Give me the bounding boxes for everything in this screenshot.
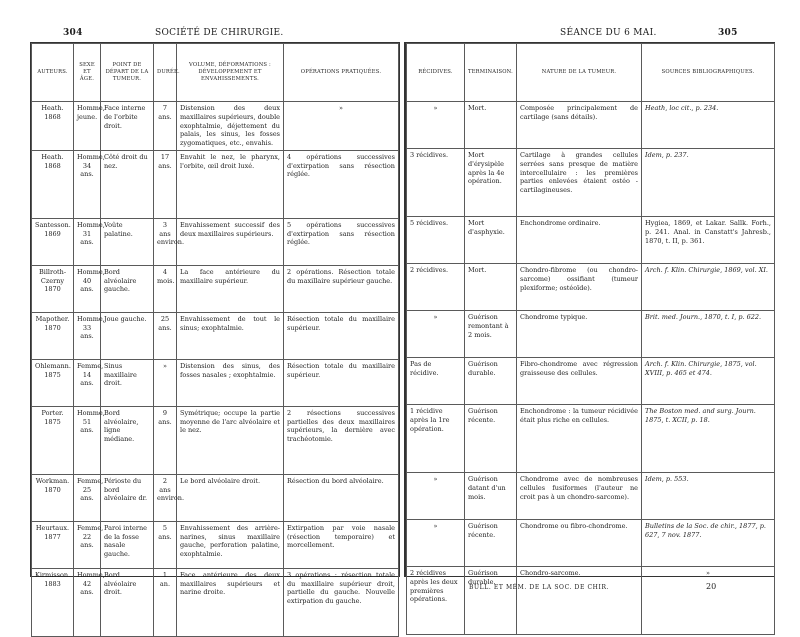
recurrence-cell: »	[407, 473, 465, 520]
sex-age-cell: Homme, 42 ans.	[74, 568, 101, 636]
left-page-header-number: 304	[63, 28, 83, 38]
outcome-cell: Guérison datant d'un mois.	[465, 473, 517, 520]
volume-cell: Le bord alvéolaire droit.	[177, 474, 284, 521]
origin-cell: Bord alvéolaire gauche.	[101, 265, 154, 312]
duration-cell: 7 ans.	[154, 102, 177, 151]
recurrence-cell: »	[407, 311, 465, 358]
sex-age-cell: Femme, 22 ans.	[74, 521, 101, 568]
table-row	[407, 405, 775, 473]
table-row	[32, 150, 399, 218]
table-row	[32, 102, 399, 151]
table-row	[32, 521, 399, 568]
operations-cell: 3 opérations : résection totale du maxillaire supérieur droit, partielle du gauche. Nouvelle extirpation du gauche.	[284, 568, 399, 636]
sex-age-cell: Homme, 33 ans.	[74, 312, 101, 359]
author-cell: Kirmisson. 1883	[32, 568, 74, 636]
origin-cell: Périoste du bord alvéolaire dr.	[101, 474, 154, 521]
col-header-origin: POINT DE DÉPART DE LA TUMEUR.	[101, 44, 154, 102]
col-header-outcome: TERMINAISON.	[465, 44, 517, 102]
operations-cell: 2 résections successives partielles des deux maxillaires supérieurs, la dernière avec trachéotomie.	[284, 406, 399, 474]
author-cell: Porter. 1875	[32, 406, 74, 474]
duration-cell: 9 ans.	[154, 406, 177, 474]
volume-cell: Envahit le nez, le pharynx, l'orbite, œil droit luxé.	[177, 150, 284, 218]
origin-cell: Joue gauche.	[101, 312, 154, 359]
volume-cell: Envahissement de tout le sinus; exophtalmie.	[177, 312, 284, 359]
recurrence-cell: 2 récidives.	[407, 264, 465, 311]
duration-cell: 5 ans.	[154, 521, 177, 568]
origin-cell: Voûte palatine.	[101, 218, 154, 265]
sources-cell: The Boston med. and surg. Journ. 1875, t. XCII, p. 18.	[642, 405, 775, 473]
outcome-cell: Mort d'asphyxie.	[465, 217, 517, 264]
author-cell: Santesson. 1869	[32, 218, 74, 265]
recurrence-cell: 2 récidives après les deux premières opérations.	[407, 567, 465, 635]
operations-cell: 4 opérations successives d'extirpation sans résection réglée.	[284, 150, 399, 218]
table-row	[32, 265, 399, 312]
col-header-sources: SOURCES BIBLIOGRAPHIQUES.	[642, 44, 775, 102]
footer-sheet-number: 20	[706, 582, 717, 591]
duration-cell: 2 ans environ.	[154, 474, 177, 521]
table-row	[32, 218, 399, 265]
origin-cell: Bord alvéolaire droit.	[101, 568, 154, 636]
outcome-cell: Mort.	[465, 264, 517, 311]
nature-cell: Enchondrome : la tumeur récidivée était plus riche en cellules.	[517, 405, 642, 473]
recurrence-cell: »	[407, 520, 465, 567]
table-row	[407, 473, 775, 520]
table-row	[407, 520, 775, 567]
duration-cell: 4 mois.	[154, 265, 177, 312]
nature-cell: Fibro-chondrome avec régression graisseuse des cellules.	[517, 358, 642, 405]
nature-cell: Chondro-fibrome (ou chondro-sarcome) ossifiant (tumeur plexiforme; ostéoïde).	[517, 264, 642, 311]
volume-cell: Distension des deux maxillaires supérieurs, double exophtalmie, déjettement du palais, les sinus, les fosses zygomatiques, etc., envahis.	[177, 102, 284, 151]
operations-cell: Résection totale du maxillaire supérieur.	[284, 359, 399, 406]
sex-age-cell: Homme, 40 ans.	[74, 265, 101, 312]
table-row	[407, 358, 775, 405]
operations-cell: 2 opérations. Résection totale du maxillaire supérieur gauche.	[284, 265, 399, 312]
duration-cell: 1 an.	[154, 568, 177, 636]
sources-cell: »	[642, 567, 775, 635]
operations-cell: 5 opérations successives d'extirpation sans résection réglée.	[284, 218, 399, 265]
right-table	[406, 43, 775, 635]
origin-cell: Côté droit du nez.	[101, 150, 154, 218]
nature-cell: Enchondrome ordinaire.	[517, 217, 642, 264]
recurrence-cell: »	[407, 102, 465, 149]
sex-age-cell: Femme, 14 ans.	[74, 359, 101, 406]
outcome-cell: Mort.	[465, 102, 517, 149]
author-cell: Heath. 1868	[32, 150, 74, 218]
nature-cell: Chondrome typique.	[517, 311, 642, 358]
sex-age-cell: Homme, 31 ans.	[74, 218, 101, 265]
table-row	[407, 149, 775, 217]
author-cell: Mapother. 1870	[32, 312, 74, 359]
sex-age-cell: Homme, 51 ans.	[74, 406, 101, 474]
author-cell: Heurtaux. 1877	[32, 521, 74, 568]
origin-cell: Bord alvéolaire, ligne médiane.	[101, 406, 154, 474]
right-page-header-number: 305	[718, 28, 738, 38]
recurrence-cell: 1 récidive après la 1re opération.	[407, 405, 465, 473]
outcome-cell: Guérison durable.	[465, 567, 517, 635]
table-row	[407, 311, 775, 358]
volume-cell: Symétrique; occupe la partie moyenne de l'arc alvéolaire et le nez.	[177, 406, 284, 474]
volume-cell: La face antérieure du maxillaire supérieur.	[177, 265, 284, 312]
volume-cell: Envahissement des arrière-narines, sinus maxillaire gauche, perforation palatine, exophtalmie.	[177, 521, 284, 568]
footer-journal: BULL. ET MÉM. DE LA SOC. DE CHIR.	[469, 584, 610, 591]
sources-cell: Idem, p. 237.	[642, 149, 775, 217]
table-row	[32, 312, 399, 359]
nature-cell: Cartilage à grandes cellules serrées sans presque de matière intercellulaire : les premières parties enlevées étaient ostéo - cartilagineuses.	[517, 149, 642, 217]
table-row	[407, 264, 775, 311]
left-page-table-frame	[30, 42, 400, 606]
col-header-duration: DURÉE.	[154, 44, 177, 102]
sources-cell: Bulletins de la Soc. de chir., 1877, p. 627, 7 nov. 1877.	[642, 520, 775, 567]
sources-cell: Heath, loc cit., p. 234.	[642, 102, 775, 149]
table-row	[407, 567, 775, 635]
author-cell: Ohlemann. 1875	[32, 359, 74, 406]
left-header-row	[32, 44, 399, 102]
duration-cell: 3 ans environ.	[154, 218, 177, 265]
sources-cell: Arch. f. Klin. Chirurgie, 1869, vol. XI.	[642, 264, 775, 311]
volume-cell: Envahissement successif des deux maxillaires supérieurs.	[177, 218, 284, 265]
author-cell: Heath. 1868	[32, 102, 74, 151]
outcome-cell: Mort d'érysipèle après la 4e opération.	[465, 149, 517, 217]
volume-cell: Distension des sinus, des fosses nasales ; exophtalmie.	[177, 359, 284, 406]
sources-cell: Brit. med. Journ., 1870, t. I, p. 622.	[642, 311, 775, 358]
col-header-operations: OPÉRATIONS PRATIQUÉES.	[284, 44, 399, 102]
recurrence-cell: 5 récidives.	[407, 217, 465, 264]
table-row	[32, 406, 399, 474]
table-row	[32, 568, 399, 636]
table-row	[32, 474, 399, 521]
sex-age-cell: Homme, 34 ans.	[74, 150, 101, 218]
recurrence-cell: 3 récidives.	[407, 149, 465, 217]
right-header-row	[407, 44, 775, 102]
nature-cell: Chondrome avec de nombreuses cellules fusiformes (l'auteur ne croit pas à un chondro-sarcome).	[517, 473, 642, 520]
left-table	[31, 43, 399, 637]
recurrence-cell: Pas de récidive.	[407, 358, 465, 405]
nature-cell: Composée principalement de cartilage (sans détails).	[517, 102, 642, 149]
table-row	[32, 359, 399, 406]
origin-cell: Face interne de l'orbite droit.	[101, 102, 154, 151]
outcome-cell: Guérison durable.	[465, 358, 517, 405]
duration-cell: 25 ans.	[154, 312, 177, 359]
outcome-cell: Guérison récente.	[465, 520, 517, 567]
left-page-header-title: SOCIÉTÉ DE CHIRURGIE.	[155, 28, 284, 38]
sex-age-cell: Femme, 25 ans.	[74, 474, 101, 521]
operations-cell: Résection totale du maxillaire supérieur.	[284, 312, 399, 359]
operations-cell: Résection du bord alvéolaire.	[284, 474, 399, 521]
author-cell: Workman. 1870	[32, 474, 74, 521]
right-page-header-title: SÉANCE DU 6 MAI.	[560, 28, 657, 38]
sex-age-cell: Homme, jeune.	[74, 102, 101, 151]
nature-cell: Chondro-sarcome.	[517, 567, 642, 635]
duration-cell: »	[154, 359, 177, 406]
origin-cell: Paroi interne de la fosse nasale gauche.	[101, 521, 154, 568]
table-row	[407, 217, 775, 264]
sources-cell: Hygiea, 1869, et Lakar. Sallk. Forh., p. 241. Anal. in Canstatt's Jahresb., 1870, t. II, p. 361.	[642, 217, 775, 264]
table-row	[407, 102, 775, 149]
sources-cell: Arch. f. Klin. Chirurgie, 1875, vol. XVIII, p. 465 et 474.	[642, 358, 775, 405]
nature-cell: Chondrome ou fibro-chondrome.	[517, 520, 642, 567]
col-header-nature: NATURE DE LA TUMEUR.	[517, 44, 642, 102]
duration-cell: 17 ans.	[154, 150, 177, 218]
col-header-recurrence: RÉCIDIVES.	[407, 44, 465, 102]
operations-cell: »	[284, 102, 399, 151]
operations-cell: Extirpation par voie nasale (résection temporaire) et morcellement.	[284, 521, 399, 568]
outcome-cell: Guérison récente.	[465, 405, 517, 473]
origin-cell: Sinus maxillaire droit.	[101, 359, 154, 406]
sources-cell: Idem, p. 553.	[642, 473, 775, 520]
outcome-cell: Guérison remontant à 2 mois.	[465, 311, 517, 358]
author-cell: Billroth-Czerny 1870	[32, 265, 74, 312]
col-header-volume: VOLUME, DÉFORMATIONS : DÉVELOPPEMENT ET ENVAHISSEMENTS.	[177, 44, 284, 102]
col-header-authors: AUTEURS.	[32, 44, 74, 102]
volume-cell: Face antérieure des deux maxillaires supérieurs et narine droite.	[177, 568, 284, 636]
col-header-sex-age: SEXE ET ÂGE.	[74, 44, 101, 102]
